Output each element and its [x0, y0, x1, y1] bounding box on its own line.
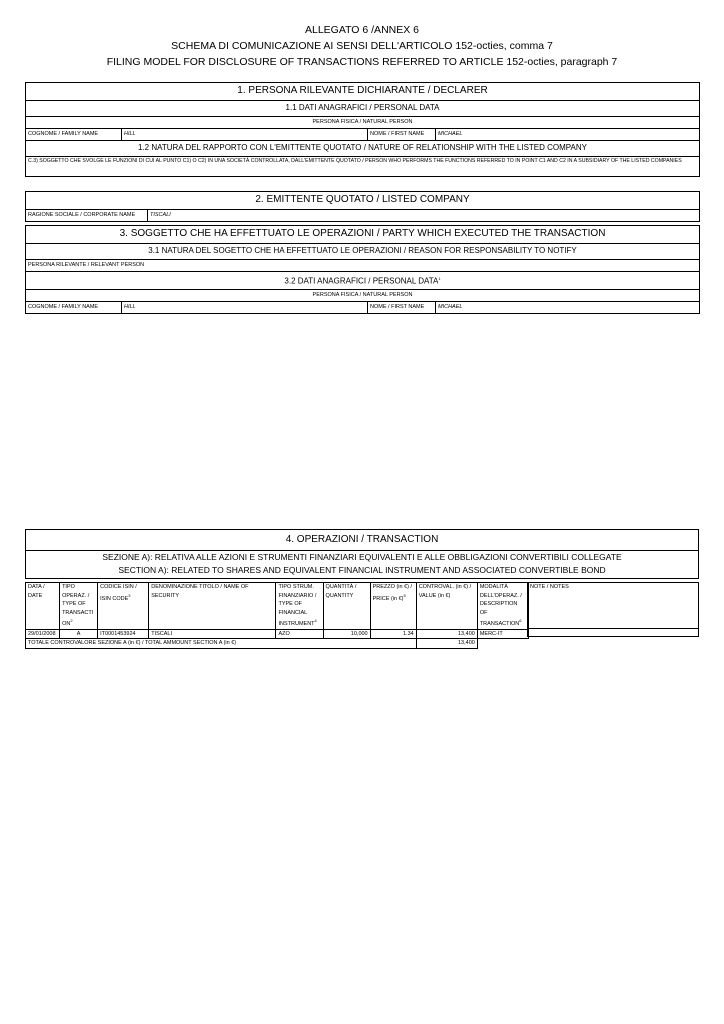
total-label: TOTALE CONTROVALORE SEZIONE A (in €) / TOTAL AMMOUNT SECTION A (in €) — [26, 639, 417, 649]
corporate-name-value: TISCALI — [148, 210, 700, 222]
section-a-italian: SEZIONE A): RELATIVA ALLE AZIONI E STRUMENTI FINANZIARI EQUIVALENTI E ALLE OBBLIGAZIONI CONVERTIBILI COLLEGATE — [102, 552, 622, 562]
party-family-name-value: HILL — [122, 301, 368, 313]
document-header — [0, 22, 724, 70]
party-family-name-label: COGNOME / FAMILY NAME — [26, 301, 122, 313]
total-row — [26, 639, 529, 649]
cell-notes — [528, 629, 699, 637]
relationship-text: C.3) SOGGETTO CHE SVOLGE LE FUNZIONI DI CUI AL PUNTO C1) O C2) IN UNA SOCIETÀ CONTROLLATA, DALL'EMITTENTE QUOTATO / PERSON WHO PERFORMS THE FUNCTIONS REFERRED TO IN POINT C1 AND C2 IN A SUBSIDIARY OF THE LISTED COMPANIES — [26, 157, 700, 177]
corporate-name-label: RAGIONE SOCIALE / CORPORATE NAME — [26, 210, 148, 222]
column-header-date: DATA / DATE — [26, 583, 60, 630]
party-first-name-label: NOME / FIRST NAME — [368, 301, 436, 313]
total-value: 13,400 — [416, 639, 477, 649]
reason-value: PERSONA RILEVANTE / RELEVANT PERSON — [26, 260, 700, 272]
annex-title: ALLEGATO 6 /ANNEX 6 — [305, 24, 419, 36]
natural-person-label: PERSONA FISICA / NATURAL PERSON — [26, 117, 700, 129]
column-header-type: TIPO OPERAZ. / TYPE OF TRANSACTI $ON^2$ — [60, 583, 98, 630]
notes-column — [527, 582, 699, 637]
section-2-title: 2. EMITTENTE QUOTATO / LISTED COMPANY — [26, 192, 700, 210]
first-name-value: MICHAEL — [436, 129, 700, 141]
schema-title: SCHEMA DI COMUNICAZIONE AI SENSI DELL'ARTICOLO 152-octies, comma 7 — [171, 40, 553, 52]
party-first-name-value: MICHAEL — [436, 301, 700, 313]
section-a-english: SECTION A): RELATED TO SHARES AND EQUIVALENT FINANCIAL INSTRUMENT AND ASSOCIATED CONVERTIBLE BOND — [118, 565, 606, 575]
table-row — [26, 629, 529, 639]
relationship-title: 1.2 NATURA DEL RAPPORTO CON L'EMITTENTE QUOTATO / NATURE OF RELATIONSHIP WITH THE LISTED COMPANY — [26, 141, 700, 157]
cell-value: 13,400 — [416, 629, 477, 639]
transaction-header — [25, 529, 699, 579]
cell-security: TISCALI — [149, 629, 276, 639]
transaction-table — [25, 582, 529, 649]
cell-description: MERC-IT — [477, 629, 528, 639]
cell-quantity: 10,000 — [323, 629, 370, 639]
section-a-heading — [26, 551, 699, 579]
column-header-quantity: QUANTITÀ / QUANTITY — [323, 583, 370, 630]
family-name-value: HILL — [122, 129, 368, 141]
column-header-security: DENOMINAZIONE TITOLO / NAME OF SECURITY — [149, 583, 276, 630]
personal-data-title: 1.1 DATI ANAGRAFICI / PERSONAL DATA — [26, 101, 700, 117]
cell-date: 29/01/2008 — [26, 629, 60, 639]
party-personal-data-title: 3.2 DATI ANAGRAFICI / PERSONAL DATA$^1$ — [26, 272, 700, 290]
declarer-section — [25, 82, 700, 177]
column-header-value: CONTROVAL. (in €) / VALUE (in €) — [416, 583, 477, 630]
column-header-isin: CODICE ISIN / ISIN CODE$^3$ — [98, 583, 149, 630]
section-1-title: 1. PERSONA RILEVANTE DICHIARANTE / DECLARER — [26, 83, 700, 101]
column-header-price: PREZZO (in €) / PRICE (in €)$^5$ — [370, 583, 416, 630]
column-header-instrument: TIPO STRUM. FINANZIARIO / TYPE OF FINANCIAL INSTRUMENT$^4$ — [276, 583, 323, 630]
reason-title: 3.1 NATURA DEL SOGETTO CHE HA EFFETTUATO LE OPERAZIONI / REASON FOR RESPONSABILITY TO NOTIFY — [26, 244, 700, 260]
section-4-title: 4. OPERAZIONI / TRANSACTION — [26, 530, 699, 551]
party-section — [25, 225, 700, 314]
family-name-label: COGNOME / FAMILY NAME — [26, 129, 122, 141]
party-natural-person-label: PERSONA FISICA / NATURAL PERSON — [26, 289, 700, 301]
cell-instrument: AZO — [276, 629, 323, 639]
cell-type: A — [60, 629, 98, 639]
section-3-title: 3. SOGGETTO CHE HA EFFETTUATO LE OPERAZIONI / PARTY WHICH EXECUTED THE TRANSACTION — [26, 226, 700, 244]
cell-price: 1.34 — [370, 629, 416, 639]
column-header-description: MODALITÀ DELL'OPERAZ. / DESCRIPTION OF TRANSACTION$^6$ — [477, 583, 528, 630]
listed-company-section — [25, 191, 700, 222]
filing-model-title: FILING MODEL FOR DISCLOSURE OF TRANSACTIONS REFERRED TO ARTICLE 152-octies, paragraph 7 — [106, 56, 618, 68]
cell-isin: IT0001453924 — [98, 629, 149, 639]
first-name-label: NOME / FIRST NAME — [368, 129, 436, 141]
column-header-notes: NOTE / NOTES — [528, 583, 699, 629]
